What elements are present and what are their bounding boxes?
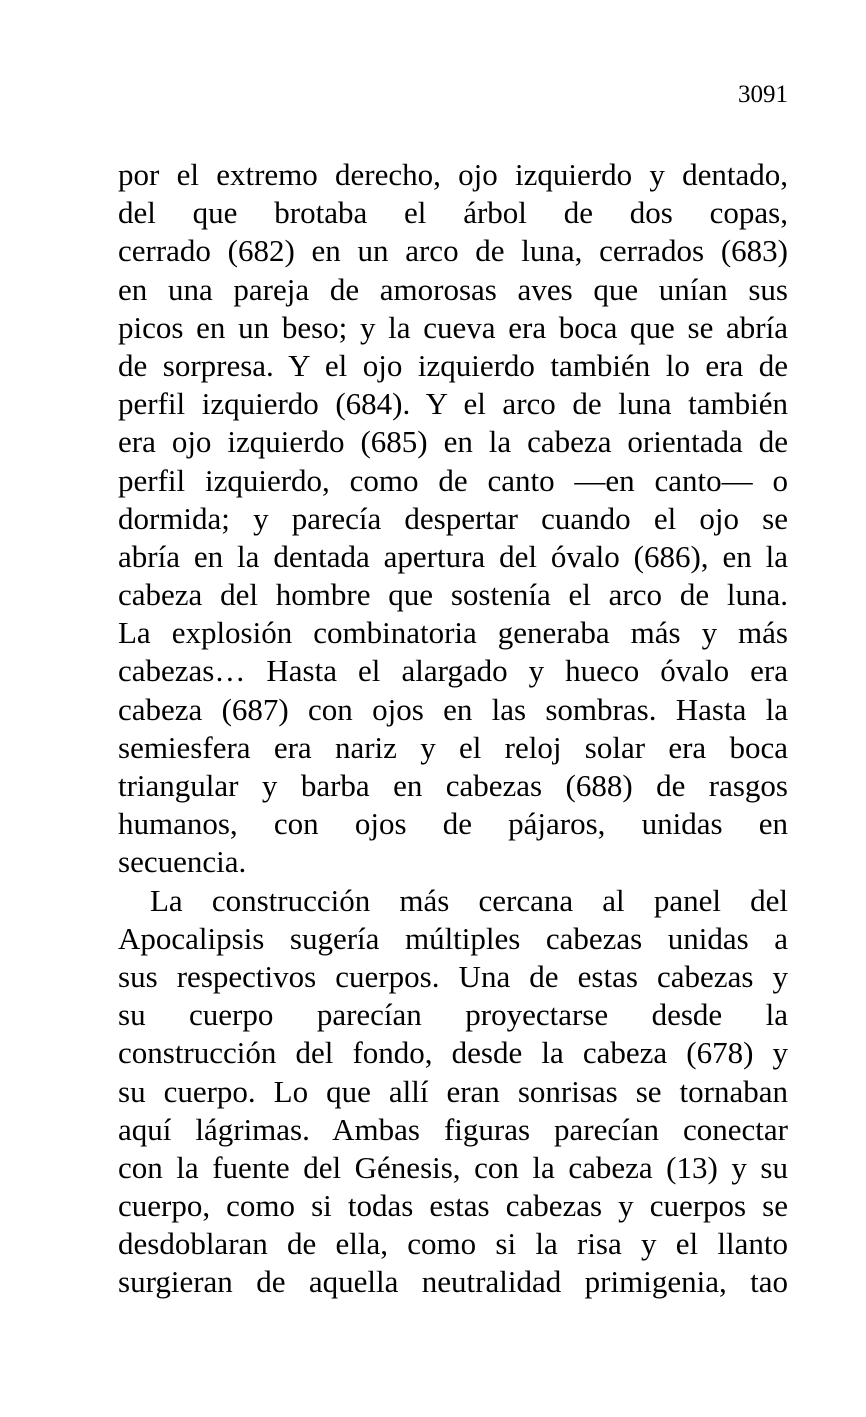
text-line: perfil izquierdo, como de canto —en canto— o [118, 462, 788, 498]
text-line: desdoblaran de ella, como si la risa y el llanto [118, 1226, 788, 1262]
text-line: semiesfera era nariz y el reloj solar era boca [118, 729, 788, 765]
text-line-first: La construcción más cercana al panel del [150, 882, 788, 918]
page-number: 3091 [738, 81, 788, 108]
text-body [118, 156, 788, 1302]
text-line: perfil izquierdo (684). Y el arco de luna también [118, 386, 788, 422]
text-line: La explosión combinatoria generaba más y más [118, 615, 788, 651]
text-line: cabeza (687) con ojos en las sombras. Hasta la [118, 691, 788, 727]
text-line: era ojo izquierdo (685) en la cabeza orientada de [118, 424, 788, 460]
text-line: Apocalipsis sugería múltiples cabezas unidas a [118, 920, 788, 956]
text-line: cerrado (682) en un arco de luna, cerrados (683) [118, 233, 788, 269]
text-line: triangular y barba en cabezas (688) de rasgos [118, 768, 788, 803]
text-line: cuerpo, como si todas estas cabezas y cuerpos se [118, 1188, 788, 1224]
text-line: en una pareja de amorosas aves que unían sus [118, 271, 788, 307]
text-line: del que brotaba el árbol de dos copas, [118, 195, 788, 231]
text-line: de sorpresa. Y el ojo izquierdo también lo era de [118, 347, 788, 383]
text-line: sus respectivos cuerpos. Una de estas cabezas y [118, 958, 788, 994]
text-line: su cuerpo. Lo que allí eran sonrisas se tornaban [118, 1073, 788, 1109]
text-line: por el extremo derecho, ojo izquierdo y dentado, [118, 157, 788, 192]
text-line-last: secuencia. [118, 844, 247, 880]
text-line: cabeza del hombre que sostenía el arco de luna. [118, 577, 788, 613]
text-line: su cuerpo parecían proyectarse desde la [118, 997, 788, 1033]
text-line: dormida; y parecía despertar cuando el ojo se [118, 500, 788, 536]
text-line: surgieran de aquella neutralidad primigenia, tao [118, 1264, 788, 1300]
text-line: aquí lágrimas. Ambas figuras parecían conectar [118, 1111, 788, 1147]
text-line: humanos, con ojos de pájaros, unidas en [118, 806, 788, 842]
text-line: abría en la dentada apertura del óvalo (686), en la [118, 538, 788, 574]
text-line: cabezas… Hasta el alargado y hueco óvalo era [118, 653, 788, 689]
text-line: picos en un beso; y la cueva era boca que se abría [118, 309, 788, 345]
text-line: con la fuente del Génesis, con la cabeza (13) y su [118, 1149, 788, 1185]
text-line: construcción del fondo, desde la cabeza (678) y [118, 1035, 788, 1071]
